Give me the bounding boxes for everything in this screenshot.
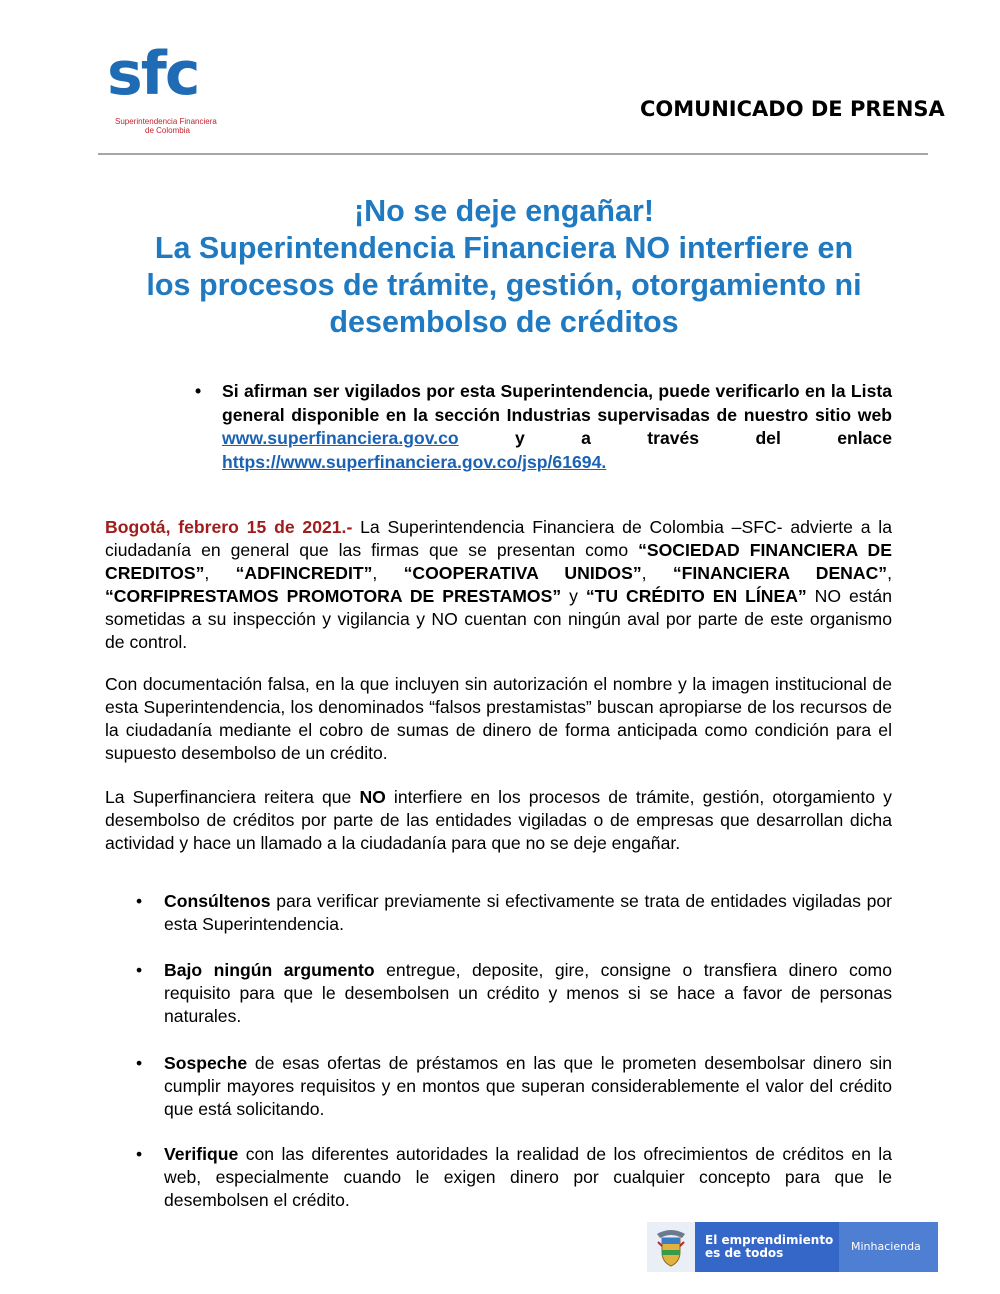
government-banner <box>647 1222 938 1272</box>
header-divider <box>98 153 928 155</box>
list-item <box>136 959 892 1028</box>
bullet-icon: • <box>136 1144 143 1164</box>
paragraph-3-text: La Superfinanciera reitera que <box>105 787 360 807</box>
emphasis-no: NO <box>359 787 386 807</box>
title-line-1: ¡No se deje engañar! <box>354 194 654 228</box>
separator: y <box>561 586 586 606</box>
page-title <box>100 193 908 341</box>
bullet-icon: • <box>136 960 143 980</box>
firm-name: “COOPERATIVA UNIDOS” <box>403 563 642 583</box>
separator: , <box>204 563 236 583</box>
bullet-icon: • <box>195 381 202 401</box>
paragraph-1-text: La Superintendencia Financiera de Colombia –SFC- advierte a la ciudadanía en general que las firmas que se presentan como <box>105 517 892 560</box>
dateline: Bogotá, febrero 15 de 2021.- <box>105 517 353 537</box>
sfc-logo <box>107 39 232 140</box>
slogan-line-2: es de todos <box>705 1246 784 1260</box>
firm-name: “FINANCIERA DENAC” <box>672 563 888 583</box>
bullet-text: de esas ofertas de préstamos en las que le prometen desembolsar dinero sin cumplir mayores requisitos y en montos que superan considerablemente el valor del crédito que está solicitando. <box>164 1053 892 1119</box>
logo-wordmark: sfc <box>107 39 199 109</box>
bullet-icon: • <box>136 1053 143 1073</box>
coat-of-arms-icon <box>647 1222 695 1272</box>
ministry-box <box>839 1222 938 1272</box>
bullet-lead: Verifique <box>164 1144 239 1164</box>
intro-bullet <box>195 380 892 474</box>
title-line-2: La Superintendencia Financiera NO interfiere en <box>154 231 854 265</box>
bullet-text: para verificar previamente si efectivamente se trata de entidades vigiladas por esta Superintendencia. <box>164 891 892 934</box>
intro-text-1: Si afirman ser vigilados por esta Superintendencia, puede verificarlo en la Lista general disponible en la sección Industrias supervisadas de nuestro sitio web <box>222 381 892 425</box>
bullet-lead: Consúltenos <box>164 891 271 911</box>
firm-name: “CORFIPRESTAMOS PROMOTORA DE PRESTAMOS” <box>105 586 562 606</box>
slogan-box <box>695 1222 839 1272</box>
title-line-4: desembolso de créditos <box>329 305 679 339</box>
separator: , <box>372 563 404 583</box>
bullet-text: con las diferentes autoridades la realidad de los ofrecimientos de créditos en la web, especialmente cuando le exigen dinero por cualquier concepto para que le desembolsen el crédito. <box>164 1144 892 1210</box>
ministry-label: Minhacienda <box>851 1240 921 1253</box>
list-item <box>136 1052 892 1121</box>
website-link[interactable]: www.superfinanciera.gov.co <box>222 428 459 448</box>
press-release-label: COMUNICADO DE PRENSA <box>640 97 945 121</box>
bullet-text: entregue, deposite, gire, consigne o transfiera dinero como requisito para que le desembolsen un crédito y menos si se hace a favor de personas naturales. <box>164 960 892 1026</box>
paragraph-3 <box>105 786 892 855</box>
paragraph-1-text: NO están sometidas a su inspección y vigilancia y NO cuentan con ningún aval por parte de este organismo de control. <box>105 586 892 652</box>
paragraph-3-text: interfiere en los procesos de trámite, gestión, otorgamiento y desembolso de créditos por parte de las entidades vigiladas o de empresas que desarrollan dicha actividad y hace un llamado a la ciudadanía para que no se deje engañar. <box>105 787 892 853</box>
logo-subtitle-1: Superintendencia Financiera <box>115 117 217 126</box>
title-line-3: los procesos de trámite, gestión, otorgamiento ni <box>146 268 862 302</box>
separator: , <box>641 563 673 583</box>
bullet-lead: Sospeche <box>164 1053 248 1073</box>
separator: , <box>887 563 892 583</box>
firm-name: “SOCIEDAD FINANCIERA DE CREDITOS” <box>105 540 892 583</box>
list-item <box>136 890 892 936</box>
bullet-lead: Bajo ningún argumento <box>164 960 375 980</box>
firm-name: “TU CRÉDITO EN LÍNEA” <box>585 586 807 606</box>
firm-name: “ADFINCREDIT” <box>235 563 373 583</box>
list-item <box>136 1143 892 1212</box>
paragraph-2: Con documentación falsa, en la que incluyen sin autorización el nombre y la imagen institucional de esta Superintendencia, los denominados “falsos prestamistas” buscan apropiarse de los recursos de la ciudadanía mediante el cobro de sumas de dinero de forma anticipada como condición para el supuesto desembolso de un crédito. <box>105 674 892 763</box>
list-link[interactable]: https://www.superfinanciera.gov.co/jsp/61694. <box>222 451 607 472</box>
slogan-line-1: El emprendimiento <box>705 1233 834 1247</box>
bullet-icon: • <box>136 891 143 911</box>
logo-subtitle-2: de Colombia <box>145 126 190 135</box>
paragraph-1 <box>105 516 892 654</box>
intro-text-2: y a través del enlace <box>458 428 892 448</box>
